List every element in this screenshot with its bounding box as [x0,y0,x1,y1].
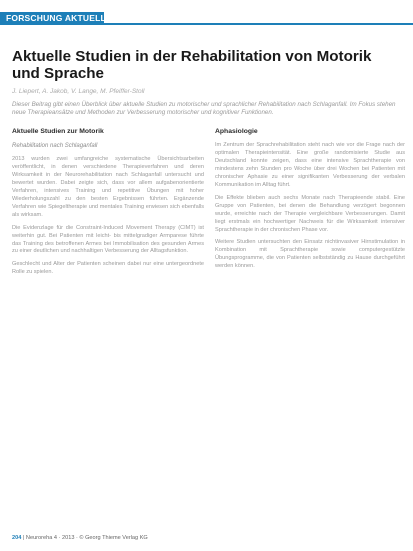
paragraph: Die Effekte blieben auch sechs Monate nach Therapieende stabil. Eine Gruppe von Patienten, bei denen die Behandlung verzögert begonnen wurde, erreichte nach der Therapie vergleichbare Verbesserungen. Damit liegt erstmals ein hochwertiger Nachweis für die Wirksamkeit intensiver Sprachtherapie in der chronischen Phase vor. [215,194,405,233]
paragraph: Im Zentrum der Sprachrehabilitation steht nach wie vor die Frage nach der optimalen Therapieintensität. Eine große randomisierte Studie aus Deutschland konnte zeigen, dass eine intensive Sprachtherapie von mindestens zehn Stunden pro Woche über drei Wochen bei Patienten mit chronischer Aphasie zu einer signifikanten Verbesserung der verbalen Kommunikation im Alltag führt. [215,142,405,188]
column-left-subheading: Rehabilitation nach Schlaganfall [12,143,98,149]
section-rule [104,23,413,25]
paragraph: Weitere Studien untersuchten den Einsatz nichtinvasiver Hirnstimulation in Kombination mit Sprachtherapie sowie computergestützte Übungsprogramme, die von Patienten selbstständig zu Hause durchgeführt werden können. [215,239,405,270]
page-footer: 204 | Neuroreha 4 · 2013 · © Georg Thieme Verlag KG [12,535,148,541]
column-left [12,128,204,282]
section-header [0,12,413,25]
column-left-heading: Aktuelle Studien zur Motorik [12,128,104,135]
column-right-heading: Aphasiologie [215,128,258,135]
paragraph: Geschlecht und Alter der Patienten scheinen dabei nur eine untergeordnete Rolle zu spielen. [12,261,204,276]
paragraph: Die Evidenzlage für die Constraint-Induced Movement Therapy (CIMT) ist weiterhin gut. Bei Patienten mit leicht- bis mittelgradiger Armparese führte das Training des betroffenen Armes bei Immobilisation des gesunden Armes zu einer deutlichen und nachhaltigen Verbesserung der Alltagsfunktion. [12,224,204,255]
article-lead: Dieser Beitrag gibt einen Überblick über aktuelle Studien zu motorischer und sprachlicher Rehabilitation nach Schlaganfall. Im Fokus stehen neue Therapieansätze und Methoden zur Verbesserung motorischer und kognitiver Funktionen. [12,101,396,116]
journal-reference: Neuroreha 4 · 2013 · © Georg Thieme Verlag KG [25,535,148,541]
column-right [215,128,405,276]
section-kicker: FORSCHUNG AKTUELL [6,13,106,23]
paragraph: 2013 wurden zwei umfangreiche systematische Übersichtsarbeiten veröffentlicht, in denen verschiedene Therapieverfahren und deren Wirksamkeit in der Neurorehabilitation nach Schlaganfall untersucht und bewertet wurden. Dabei zeigte sich, dass vor allem aufgabenorientierte Verfahren, intensives Training und repetitive Übungen mit hoher Wiederholungszahl zu den besten Ergebnissen führten. Ergänzende Verfahren wie Spiegeltherapie und mentales Training erwiesen sich ebenfalls als wirksam. [12,156,204,218]
page-number: 204 [12,535,22,541]
article-authors: J. Liepert, A. Jakob, V. Lange, M. Pfeiffer-Stoll [12,88,145,95]
article-title: Aktuelle Studien in der Rehabilitation von Motorik und Sprache [12,48,372,82]
